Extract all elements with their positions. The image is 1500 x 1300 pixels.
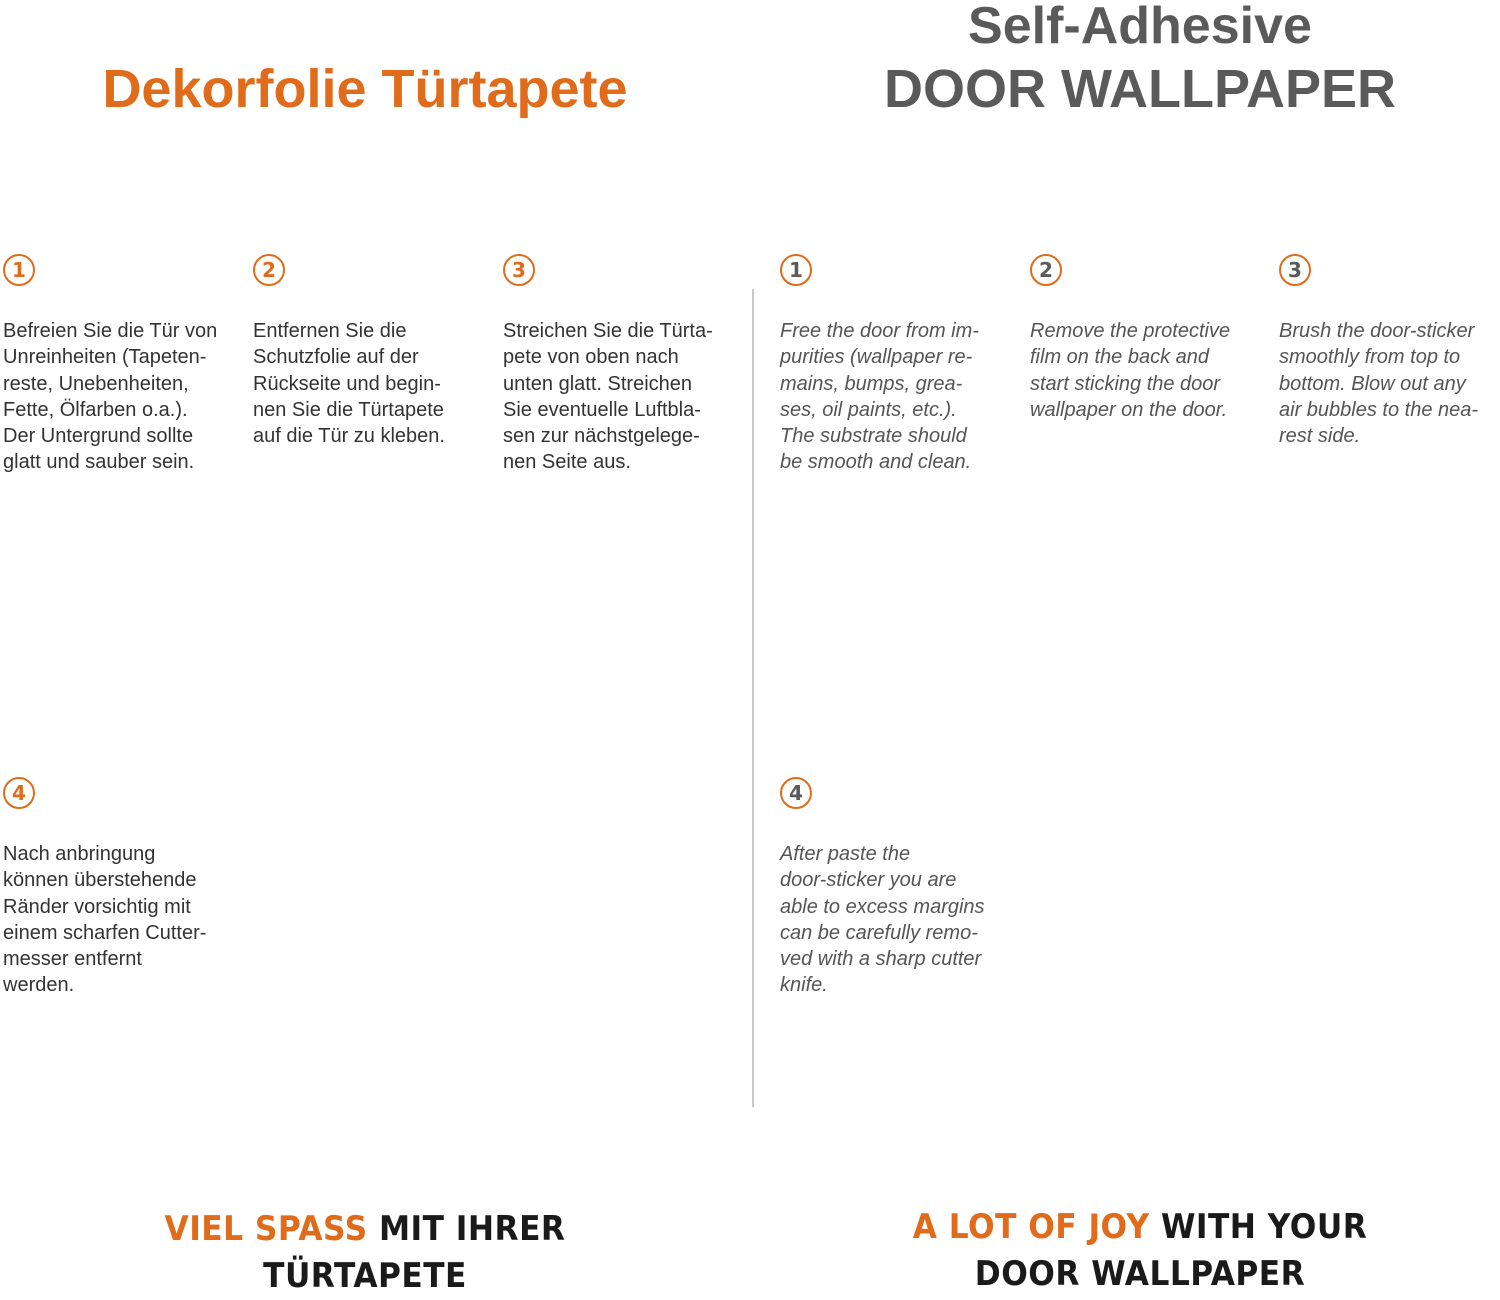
german-step-1 <box>3 254 243 476</box>
english-step-1 <box>780 254 1020 476</box>
step-number-badge: 2 <box>1030 254 1062 286</box>
german-step-3 <box>503 254 743 476</box>
english-closing-message <box>800 1204 1481 1298</box>
step-number-badge: 2 <box>253 254 285 286</box>
closing-accent: VIEL SPASS <box>164 1209 368 1249</box>
closing-line2: TÜRTAPETE <box>263 1256 467 1296</box>
step-number-badge: 4 <box>780 777 812 809</box>
step-text: Nach anbringung können überstehende Ränder vorsichtig mit einem scharfen Cutter- messer entfernt werden. <box>3 843 207 997</box>
english-step-4 <box>780 777 1020 999</box>
english-title-line1: Self-Adhesive <box>968 0 1312 55</box>
closing-rest: WITH YOUR <box>1149 1207 1368 1247</box>
step-text: Remove the protective film on the back and start sticking the door wallpaper on the door. <box>1030 320 1231 421</box>
step-text: Free the door from im- purities (wallpaper re- mains, bumps, grea- ses, oil paints, etc.). The substrate should be smooth and clean. <box>780 320 979 474</box>
english-title-line2: DOOR WALLPAPER <box>884 59 1396 119</box>
german-title: Dekorfolie Türtapete <box>102 59 628 119</box>
step-text: Brush the door-sticker smoothly from top to bottom. Blow out any air bubbles to the nea- rest side. <box>1279 320 1479 448</box>
german-closing-message <box>29 1206 701 1300</box>
step-text: Befreien Sie die Tür von Unreinheiten (Tapeten- reste, Unebenheiten, Fette, Ölfarben o.a.). Der Untergrund sollte glatt und sauber sein. <box>3 320 218 474</box>
closing-line2: DOOR WALLPAPER <box>974 1254 1306 1294</box>
step-text: After paste the door-sticker you are able to excess margins can be carefully remo- ved with a sharp cutter knife. <box>780 843 985 997</box>
column-divider <box>752 289 754 1107</box>
step-number-badge: 4 <box>3 777 35 809</box>
step-number-badge: 3 <box>503 254 535 286</box>
step-number-badge: 3 <box>1279 254 1311 286</box>
english-step-2 <box>1030 254 1270 423</box>
step-text: Streichen Sie die Türta- pete von oben nach unten glatt. Streichen Sie eventuelle Luftbla- sen zur nächstgelege- nen Seite aus. <box>503 320 713 474</box>
english-step-3 <box>1279 254 1499 449</box>
step-text: Entfernen Sie die Schutzfolie auf der Rückseite und begin- nen Sie die Türtapete auf die Tür zu kleben. <box>253 320 445 448</box>
step-number-badge: 1 <box>3 254 35 286</box>
german-step-4 <box>3 777 243 999</box>
closing-accent: A LOT OF JOY <box>912 1207 1150 1247</box>
german-step-2 <box>253 254 493 449</box>
step-number-badge: 1 <box>780 254 812 286</box>
closing-rest: MIT IHRER <box>367 1209 566 1249</box>
